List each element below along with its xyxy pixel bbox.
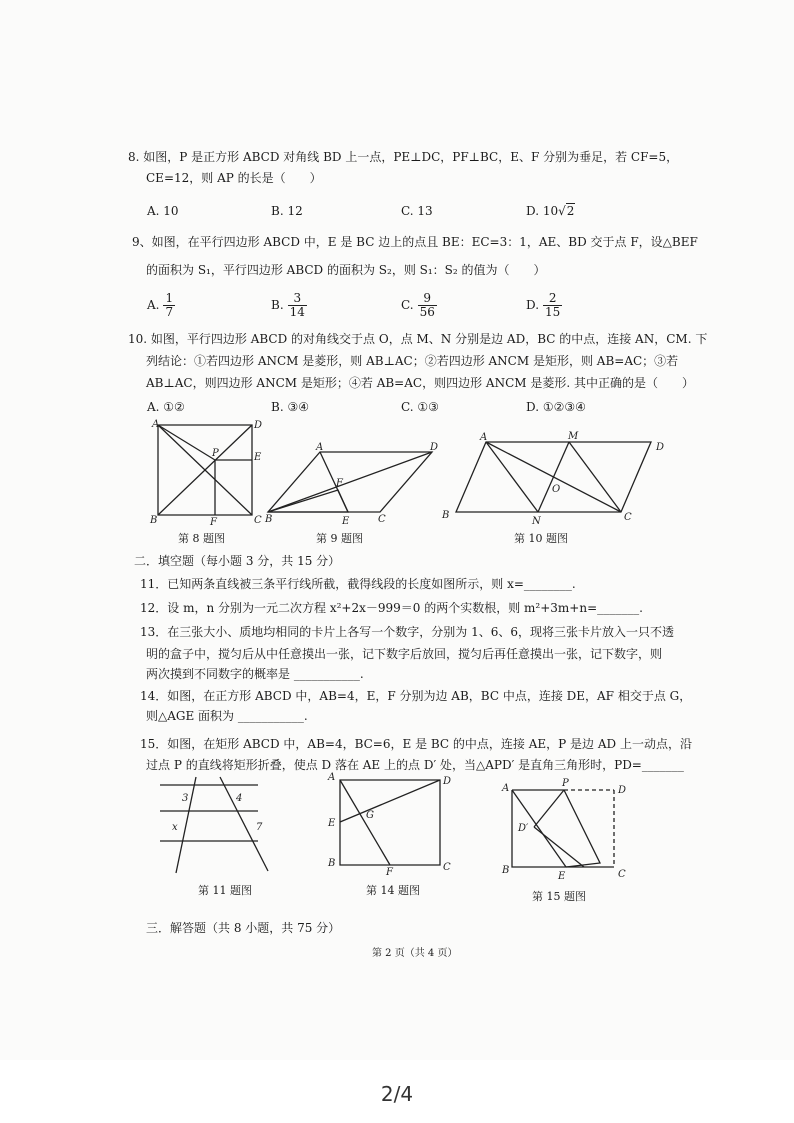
fig11-label-x: x xyxy=(172,822,178,833)
q12-text: 12．设 m，n 分别为一元二次方程 x²+2x－999＝0 的两个实数根，则 m²+3m+n=_______. xyxy=(140,601,643,615)
q14-line2: 则△AGE 面积为 ___________. xyxy=(146,709,308,723)
svg-text:M: M xyxy=(568,431,579,442)
svg-text:E: E xyxy=(328,818,336,829)
svg-text:P: P xyxy=(212,448,219,459)
q8-option-d: D. 10√2 xyxy=(526,204,575,218)
svg-text:D: D xyxy=(430,442,439,453)
svg-text:O: O xyxy=(552,484,561,495)
q10-option-b: B. ③④ xyxy=(271,400,309,414)
q10-line2: 列结论：①若四边形 ANCM 是菱形，则 AB⊥AC；②若四边形 ANCM 是矩形，则 AB=AC；③若 xyxy=(146,354,679,368)
svg-text:C: C xyxy=(618,869,626,880)
svg-text:A: A xyxy=(502,783,510,794)
q9-option-a: A. $\frac{1}{7}$ xyxy=(147,291,174,319)
svg-text:D: D xyxy=(618,785,627,796)
fig8-caption: 第 8 题图 xyxy=(178,532,225,545)
svg-text:B: B xyxy=(442,510,450,521)
fig11-label-4: 4 xyxy=(236,793,243,804)
fig9-caption: 第 9 题图 xyxy=(316,532,363,545)
svg-text:C: C xyxy=(443,862,451,873)
q9-line2: 的面积为 S₁，平行四边形 ABCD 的面积为 S₂，则 S₁：S₂ 的值为（ ） xyxy=(146,263,546,277)
q13-line2: 明的盒子中，搅匀后从中任意摸出一张，记下数字后放回，搅匀后再任意摸出一张，记下数字，则 xyxy=(146,647,663,661)
fig14-caption: 第 14 题图 xyxy=(366,884,420,897)
svg-text:A: A xyxy=(480,432,488,443)
q13-line3: 两次摸到不同数字的概率是 ___________. xyxy=(146,667,364,681)
figure-8 xyxy=(140,415,273,530)
q9-option-b: B. $\frac{3}{14}$ xyxy=(271,291,305,319)
svg-text:N: N xyxy=(532,516,541,527)
fig11-label-7: 7 xyxy=(256,822,263,833)
page-footer: 第 2 页（共 4 页） xyxy=(372,948,458,959)
q8-option-c: C. 13 xyxy=(401,204,433,218)
svg-text:B: B xyxy=(265,514,273,525)
svg-text:E: E xyxy=(558,871,566,882)
q8-line1: 8. 如图，P 是正方形 ABCD 对角线 BD 上一点，PE⊥DC，PF⊥BC，E、F 分别为垂足，若 CF=5， xyxy=(128,150,679,164)
svg-text:D: D xyxy=(656,442,665,453)
svg-text:A: A xyxy=(316,442,324,453)
fig15-caption: 第 15 题图 xyxy=(532,890,586,903)
q15-line1: 15．如图，在矩形 ABCD 中，AB=4，BC=6，E 是 BC 的中点，连接 AE，P 是边 AD 上一动点，沿 xyxy=(140,737,692,751)
section-2-heading: 二．填空题（每小题 3 分，共 15 分） xyxy=(134,554,341,568)
svg-text:F: F xyxy=(336,478,343,489)
q10-option-a: A. ①② xyxy=(147,400,185,414)
q11-text: 11．已知两条直线被三条平行线所截，截得线段的长度如图所示，则 x=________. xyxy=(140,577,576,591)
figure-15 xyxy=(496,775,636,885)
figure-14 xyxy=(324,770,459,880)
q14-line1: 14．如图，在正方形 ABCD 中，AB=4，E，F 分别为边 AB，BC 中点，连接 DE，AF 相交于点 G， xyxy=(140,689,692,703)
q10-option-d: D. ①②③④ xyxy=(526,400,586,414)
svg-text:E: E xyxy=(342,516,350,527)
svg-text:D′: D′ xyxy=(518,823,529,834)
svg-text:P: P xyxy=(562,778,569,789)
q8-line2: CE=12，则 AP 的长是（ ） xyxy=(146,171,322,185)
svg-text:C: C xyxy=(624,512,632,523)
svg-text:D: D xyxy=(443,776,452,787)
svg-text:E: E xyxy=(254,452,262,463)
figure-9 xyxy=(262,440,450,530)
svg-text:C: C xyxy=(254,515,262,526)
q8-option-b: B. 12 xyxy=(271,204,303,218)
svg-text:B: B xyxy=(150,515,158,526)
svg-text:F: F xyxy=(210,517,217,528)
section-3-heading: 三．解答题（共 8 小题，共 75 分） xyxy=(146,921,341,935)
figure-11 xyxy=(158,775,273,880)
q13-line1: 13．在三张大小、质地均相同的卡片上各写一个数字，分别为 1、6、6，现将三张卡片放入一只不透 xyxy=(140,625,674,639)
svg-text:B: B xyxy=(502,865,510,876)
svg-text:D: D xyxy=(254,420,263,431)
q10-line3: AB⊥AC，则四边形 ANCM 是矩形；④若 AB=AC，则四边形 ANCM 是菱形. 其中正确的是（ ） xyxy=(146,376,694,390)
figure-10 xyxy=(436,430,676,525)
svg-text:A: A xyxy=(328,772,336,783)
q9-option-c: C. $\frac{9}{56}$ xyxy=(401,291,435,319)
svg-text:G: G xyxy=(366,810,374,821)
svg-text:C: C xyxy=(378,514,386,525)
fig10-caption: 第 10 题图 xyxy=(514,532,568,545)
fig11-caption: 第 11 题图 xyxy=(198,884,252,897)
q15-line2: 过点 P 的直线将矩形折叠，使点 D 落在 AE 上的点 D′ 处，当△APD′ 是直角三角形时，PD=_______ xyxy=(146,758,684,772)
q10-line1: 10. 如图，平行四边形 ABCD 的对角线交于点 O，点 M、N 分别是边 AD，BC 的中点，连接 AN，CM. 下 xyxy=(128,332,708,346)
svg-text:B: B xyxy=(328,858,336,869)
q10-option-c: C. ①③ xyxy=(401,400,439,414)
svg-text:A: A xyxy=(152,419,160,430)
q8-option-a: A. 10 xyxy=(147,204,179,218)
svg-text:F: F xyxy=(386,867,393,878)
q9-option-d: D. $\frac{2}{15}$ xyxy=(526,291,561,319)
fig11-label-3: 3 xyxy=(182,793,189,804)
page-indicator: 2/4 xyxy=(380,1082,414,1106)
q9-line1: 9、如图，在平行四边形 ABCD 中，E 是 BC 边上的点且 BE：EC=3：1，AE、BD 交于点 F，设△BEF xyxy=(132,235,698,249)
